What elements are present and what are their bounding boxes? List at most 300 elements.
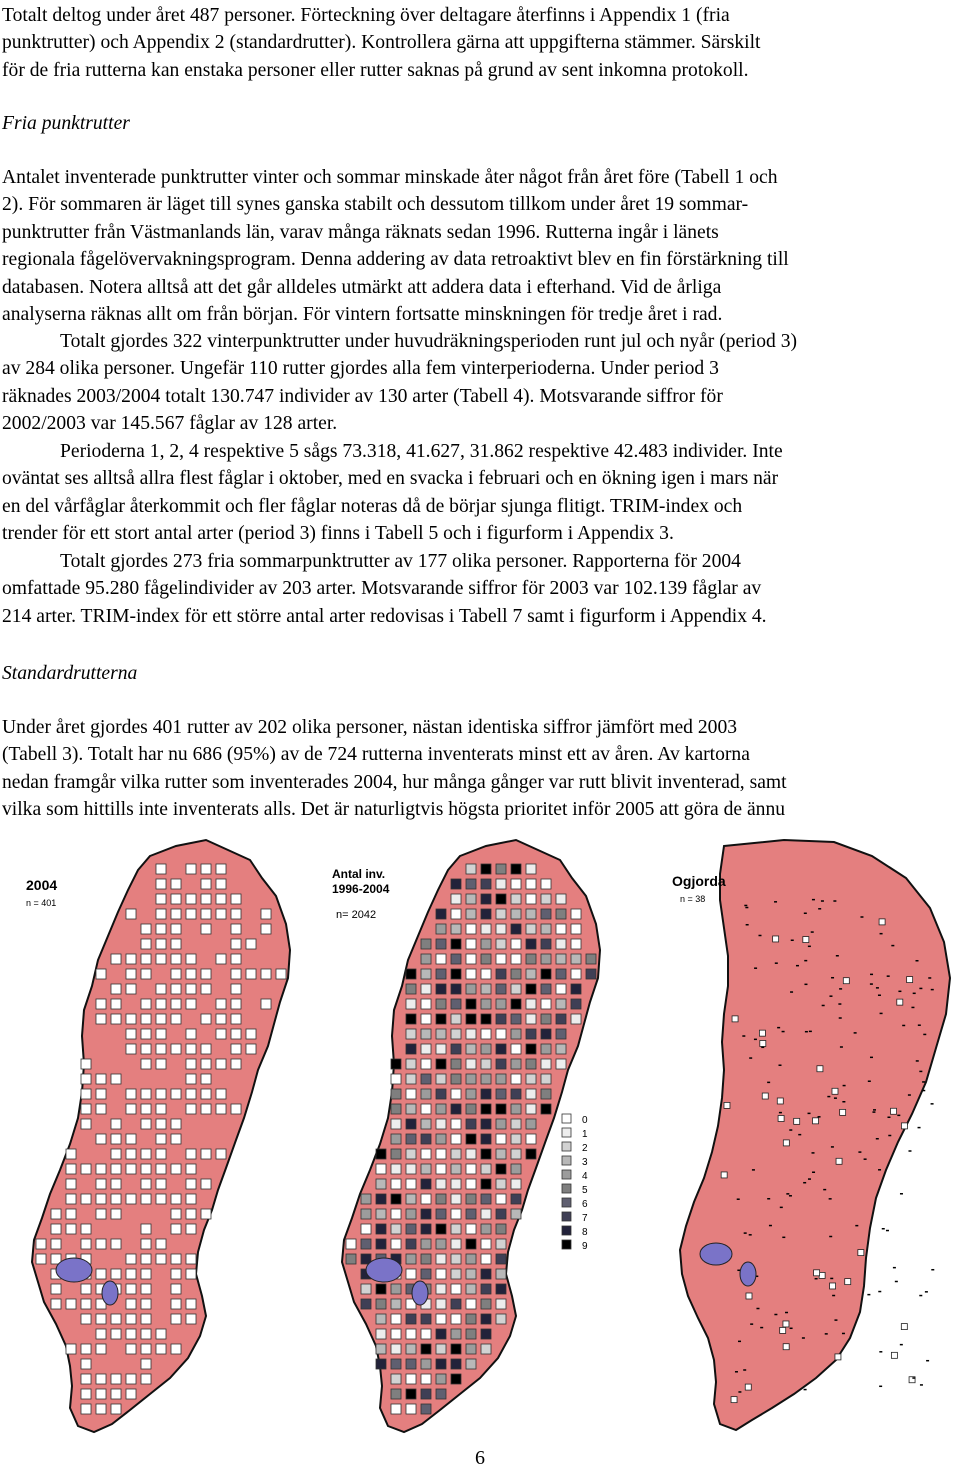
route-square: [376, 1329, 386, 1339]
route-square: [156, 1329, 166, 1339]
route-square: [231, 999, 241, 1009]
terrain-speckle: [886, 1230, 889, 1232]
route-square: [406, 1119, 416, 1129]
route-square: [186, 1314, 196, 1324]
route-square: [391, 1089, 401, 1099]
terrain-speckle: [908, 1094, 911, 1096]
route-square: [556, 954, 566, 964]
route-square: [451, 1344, 461, 1354]
route-square: [526, 939, 536, 949]
terrain-speckle: [750, 1323, 753, 1325]
route-square: [421, 1254, 431, 1264]
route-square: [451, 1074, 461, 1084]
route-square: [376, 1149, 386, 1159]
route-square: [541, 879, 551, 889]
route-square: [126, 1389, 136, 1399]
route-square: [246, 1029, 256, 1039]
route-square: [778, 1116, 784, 1122]
route-square: [451, 1329, 461, 1339]
terrain-speckle: [925, 1291, 928, 1293]
route-square: [526, 879, 536, 889]
route-square: [421, 1209, 431, 1219]
text-line: en del vårfåglar återkommit och fler fåglar noteras då de börjar sjunga flitigt. TRIM-index och: [2, 495, 743, 517]
legend-label: 0: [582, 1115, 588, 1126]
route-square: [481, 879, 491, 889]
route-square: [745, 1384, 751, 1390]
route-square: [406, 1179, 416, 1189]
terrain-speckle: [868, 1080, 871, 1082]
route-square: [436, 1194, 446, 1204]
route-square: [541, 984, 551, 994]
legend-label: 2: [582, 1143, 588, 1154]
route-square: [141, 1119, 151, 1129]
route-square: [186, 1059, 196, 1069]
route-square: [376, 1209, 386, 1219]
route-square: [171, 1344, 181, 1354]
terrain-speckle: [931, 1103, 934, 1105]
route-square: [759, 1030, 765, 1036]
route-square: [496, 1104, 506, 1114]
legend-label: 7: [582, 1213, 588, 1224]
route-square: [819, 1272, 825, 1278]
route-square: [421, 1074, 431, 1084]
terrain-speckle: [887, 1117, 890, 1119]
route-square: [436, 1179, 446, 1189]
route-square: [216, 954, 226, 964]
route-square: [526, 924, 536, 934]
route-square: [466, 1194, 476, 1204]
text-line: Perioderna 1, 2, 4 respektive 5 sågs 73.318, 41.627, 31.862 respektive 42.483 individer. Inte: [60, 441, 783, 462]
route-square: [231, 1014, 241, 1024]
terrain-speckle: [745, 907, 748, 909]
route-square: [406, 999, 416, 1009]
route-square: [466, 1059, 476, 1069]
route-square: [571, 924, 581, 934]
route-square: [81, 1284, 91, 1294]
route-square: [376, 1179, 386, 1189]
route-square: [201, 1104, 211, 1114]
route-square: [156, 1344, 166, 1354]
route-square: [96, 969, 106, 979]
legend-swatch: [562, 1156, 571, 1165]
terrain-speckle: [749, 1057, 752, 1059]
route-square: [96, 1329, 106, 1339]
route-square: [51, 1284, 61, 1294]
terrain-speckle: [888, 1135, 891, 1137]
route-square: [466, 1134, 476, 1144]
route-square: [466, 1209, 476, 1219]
terrain-speckle: [840, 1046, 843, 1048]
text-line: för de fria rutterna kan enstaka personer eller rutter saknas på grund av sent inkomna protokoll.: [2, 59, 749, 81]
terrain-speckle: [744, 905, 747, 907]
route-square: [201, 1149, 211, 1159]
terrain-speckle: [880, 1013, 883, 1015]
text-line: omfattade 95.280 fågelindivider av 203 arter. Motsvarande siffror för 2003 var 102.139 fåglar av: [2, 578, 762, 600]
legend-swatch: [562, 1114, 571, 1123]
route-square: [51, 1299, 61, 1309]
legend-swatch: [562, 1198, 571, 1207]
terrain-speckle: [808, 1113, 811, 1115]
route-square: [126, 984, 136, 994]
route-square: [406, 1059, 416, 1069]
route-square: [496, 1134, 506, 1144]
route-square: [361, 1284, 371, 1294]
route-square: [186, 1164, 196, 1174]
route-square: [346, 1239, 356, 1249]
route-square: [436, 1134, 446, 1144]
route-square: [201, 1059, 211, 1069]
terrain-speckle: [808, 946, 811, 948]
route-square: [496, 1254, 506, 1264]
route-square: [496, 1209, 506, 1219]
route-square: [171, 1284, 181, 1294]
route-square: [406, 1029, 416, 1039]
route-square: [141, 924, 151, 934]
route-square: [466, 969, 476, 979]
route-square: [436, 1284, 446, 1294]
route-square: [436, 1314, 446, 1324]
terrain-speckle: [827, 1096, 830, 1098]
route-square: [141, 1224, 151, 1234]
route-square: [511, 864, 521, 874]
terrain-speckle: [790, 991, 793, 993]
legend-label: 1: [582, 1129, 588, 1140]
route-square: [171, 894, 181, 904]
text-line: vilka som hittills inte inventerats alls. Det är naturligtvis högsta prioritet inför 2005 att göra de ännu: [2, 799, 786, 821]
terrain-speckle: [900, 1344, 903, 1346]
text-line: databasen. Notera alltså att det går alldeles utmärkt att addera data i efterhand. Vid de årliga: [2, 276, 722, 298]
route-square: [171, 879, 181, 889]
route-square: [481, 1179, 491, 1189]
route-square: [156, 879, 166, 889]
route-square: [783, 1344, 789, 1350]
route-square: [556, 1044, 566, 1054]
route-square: [156, 984, 166, 994]
route-square: [156, 1104, 166, 1114]
route-square: [541, 1074, 551, 1084]
route-square: [216, 1089, 226, 1099]
route-square: [451, 1134, 461, 1144]
route-square: [201, 1209, 211, 1219]
route-square: [496, 1119, 506, 1129]
route-square: [156, 1194, 166, 1204]
terrain-speckle: [808, 1178, 811, 1180]
route-square: [762, 1093, 768, 1099]
route-square: [141, 999, 151, 1009]
route-square: [436, 1074, 446, 1084]
route-square: [556, 924, 566, 934]
text-line: Antalet inventerade punktrutter vinter och sommar minskade åter något från året före (Tabell 1 och: [2, 167, 778, 188]
route-square: [436, 1029, 446, 1039]
route-square: [51, 1224, 61, 1234]
route-square: [436, 1104, 446, 1114]
route-square: [231, 1044, 241, 1054]
route-square: [780, 1327, 786, 1333]
route-square: [186, 894, 196, 904]
route-square: [773, 936, 779, 942]
legend-swatch: [562, 1226, 571, 1235]
route-square: [156, 999, 166, 1009]
route-square: [466, 1149, 476, 1159]
route-square: [466, 1044, 476, 1054]
route-square: [731, 1397, 737, 1403]
route-square: [496, 1314, 506, 1324]
route-square: [496, 999, 506, 1009]
route-square: [436, 1149, 446, 1159]
route-square: [376, 1344, 386, 1354]
route-square: [724, 1102, 730, 1108]
route-square: [496, 984, 506, 994]
route-square: [436, 1089, 446, 1099]
route-square: [421, 984, 431, 994]
route-square: [496, 1224, 506, 1234]
terrain-speckle: [843, 1085, 846, 1087]
route-square: [481, 1134, 491, 1144]
route-square: [391, 1104, 401, 1114]
route-square: [171, 1134, 181, 1144]
route-square: [526, 1134, 536, 1144]
route-square: [186, 1209, 196, 1219]
route-square: [451, 1089, 461, 1099]
route-square: [111, 1149, 121, 1159]
route-square: [171, 1014, 181, 1024]
route-square: [496, 1089, 506, 1099]
route-square: [391, 1344, 401, 1354]
route-square: [66, 1194, 76, 1204]
route-square: [541, 1014, 551, 1024]
route-square: [171, 969, 181, 979]
route-square: [111, 1209, 121, 1219]
route-square: [201, 894, 211, 904]
route-square: [126, 1104, 136, 1114]
route-square: [541, 969, 551, 979]
route-square: [391, 1299, 401, 1309]
route-square: [511, 969, 521, 979]
route-square: [81, 1299, 91, 1309]
text-line: Totalt deltog under året 487 personer. Förteckning över deltagare återfinns i Appendix 1 (fria: [2, 5, 730, 26]
route-square: [156, 1119, 166, 1129]
route-square: [391, 1134, 401, 1144]
text-line: trender för ett stort antal arter (period 3) finns i Tabell 5 och i figurform i Appendix 3.: [2, 523, 674, 545]
route-square: [126, 1044, 136, 1054]
terrain-speckle: [796, 965, 799, 967]
route-square: [436, 999, 446, 1009]
route-square: [436, 1059, 446, 1069]
route-square: [466, 1014, 476, 1024]
route-square: [406, 1014, 416, 1024]
route-square: [111, 1074, 121, 1084]
route-square: [406, 1344, 416, 1354]
route-square: [481, 909, 491, 919]
route-square: [466, 879, 476, 889]
route-square: [231, 969, 241, 979]
route-square: [436, 984, 446, 994]
legend-label: 9: [582, 1241, 588, 1252]
terrain-speckle: [922, 1081, 925, 1083]
terrain-speckle: [833, 900, 836, 902]
route-square: [126, 909, 136, 919]
route-square: [421, 1224, 431, 1234]
route-square: [141, 1179, 151, 1189]
route-square: [496, 1044, 506, 1054]
route-square: [376, 1194, 386, 1204]
terrain-speckle: [815, 1278, 818, 1280]
route-square: [391, 1389, 401, 1399]
route-square: [451, 1269, 461, 1279]
route-square: [126, 1089, 136, 1099]
route-square: [511, 1044, 521, 1054]
route-square: [111, 1014, 121, 1024]
route-square: [481, 984, 491, 994]
intro-paragraph: [2, 2, 958, 84]
route-square: [541, 1044, 551, 1054]
route-square: [391, 1209, 401, 1219]
route-square: [481, 1104, 491, 1114]
route-square: [36, 1239, 46, 1249]
route-square: [496, 1179, 506, 1189]
route-square: [907, 977, 913, 983]
route-square: [436, 1209, 446, 1219]
route-square: [436, 1224, 446, 1234]
route-square: [436, 909, 446, 919]
route-square: [451, 999, 461, 1009]
route-square: [466, 1329, 476, 1339]
route-square: [436, 1164, 446, 1174]
route-square: [421, 1344, 431, 1354]
route-square: [391, 1359, 401, 1369]
route-square: [81, 1104, 91, 1114]
route-square: [541, 999, 551, 1009]
route-square: [231, 1059, 241, 1069]
terrain-speckle: [812, 899, 815, 901]
route-square: [96, 1239, 106, 1249]
route-square: [406, 1149, 416, 1159]
terrain-speckle: [902, 1025, 905, 1027]
route-square: [81, 1059, 91, 1069]
route-square: [126, 1299, 136, 1309]
route-square: [111, 1239, 121, 1249]
map-count: n = 38: [680, 894, 706, 904]
route-square: [406, 1374, 416, 1384]
route-square: [96, 1134, 106, 1144]
route-square: [246, 1044, 256, 1054]
terrain-speckle: [870, 983, 873, 985]
route-square: [406, 1329, 416, 1339]
route-square: [171, 1119, 181, 1129]
route-square: [186, 1299, 196, 1309]
route-square: [481, 1194, 491, 1204]
route-square: [481, 1059, 491, 1069]
route-square: [246, 939, 256, 949]
route-square: [556, 909, 566, 919]
terrain-speckle: [779, 1112, 782, 1114]
route-square: [571, 939, 581, 949]
route-square: [451, 1164, 461, 1174]
route-square: [141, 954, 151, 964]
route-square: [406, 1164, 416, 1174]
route-square: [156, 1254, 166, 1264]
terrain-speckle: [803, 1182, 806, 1184]
route-square: [451, 939, 461, 949]
route-square: [186, 1149, 196, 1159]
route-square: [451, 1194, 461, 1204]
route-square: [111, 1179, 121, 1189]
route-square: [451, 1104, 461, 1114]
map-title: Ogjorda: [672, 873, 726, 889]
route-square: [171, 1194, 181, 1204]
route-square: [186, 1104, 196, 1114]
route-square: [216, 879, 226, 889]
route-square: [216, 1059, 226, 1069]
route-square: [406, 1359, 416, 1369]
route-square: [186, 1044, 196, 1054]
route-square: [511, 894, 521, 904]
terrain-speckle: [928, 977, 931, 979]
route-square: [466, 909, 476, 919]
terrain-speckle: [911, 1007, 914, 1009]
route-square: [526, 1059, 536, 1069]
route-square: [141, 939, 151, 949]
route-square: [803, 937, 809, 943]
route-square: [421, 1404, 431, 1414]
route-square: [511, 954, 521, 964]
terrain-speckle: [785, 1312, 788, 1314]
terrain-speckle: [832, 1295, 835, 1297]
route-square: [96, 1374, 106, 1384]
route-square: [511, 879, 521, 889]
route-square: [126, 1254, 136, 1264]
route-square: [376, 1299, 386, 1309]
route-square: [481, 1149, 491, 1159]
route-square: [436, 1239, 446, 1249]
route-square: [586, 969, 596, 979]
route-square: [556, 984, 566, 994]
route-square: [141, 1329, 151, 1339]
fria-paragraph-2: [2, 328, 958, 438]
route-square: [171, 909, 181, 919]
route-square: [466, 1299, 476, 1309]
route-square: [96, 999, 106, 1009]
route-square: [496, 1149, 506, 1159]
route-square: [141, 969, 151, 979]
route-square: [201, 879, 211, 889]
route-square: [436, 954, 446, 964]
route-square: [421, 1119, 431, 1129]
route-square: [436, 1014, 446, 1024]
terrain-speckle: [812, 1172, 815, 1174]
terrain-speckle: [829, 995, 832, 997]
terrain-speckle: [926, 1360, 929, 1362]
route-square: [406, 1269, 416, 1279]
route-square: [732, 1016, 738, 1022]
route-square: [466, 1239, 476, 1249]
terrain-speckle: [920, 1384, 923, 1386]
route-square: [526, 1089, 536, 1099]
route-square: [126, 1374, 136, 1384]
route-square: [186, 1224, 196, 1234]
route-square: [406, 1194, 416, 1204]
route-square: [421, 1089, 431, 1099]
terrain-speckle: [818, 1116, 821, 1118]
route-square: [421, 1374, 431, 1384]
route-square: [231, 954, 241, 964]
route-square: [96, 1389, 106, 1399]
route-square: [186, 1089, 196, 1099]
route-square: [171, 1224, 181, 1234]
text-line: (Tabell 3). Totalt har nu 686 (95%) av de 724 rutterna inventerats minst ett av åren. Av kartorna: [2, 744, 750, 766]
route-square: [541, 894, 551, 904]
route-square: [96, 1074, 106, 1084]
